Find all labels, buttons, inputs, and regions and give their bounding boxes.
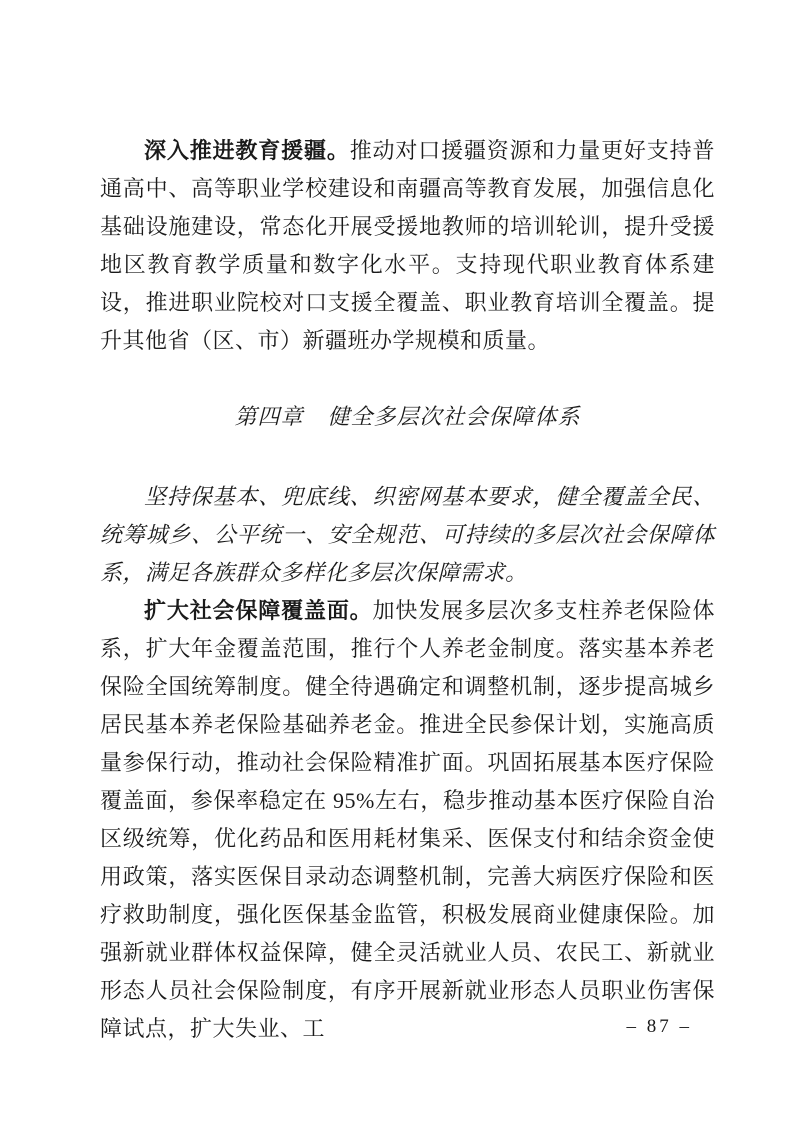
chapter-intro-paragraph	[100, 478, 715, 592]
chapter-title: 健全多层次社会保障体系	[327, 404, 581, 429]
chapter-number: 第四章	[234, 404, 304, 429]
paragraph-lead-social-security: 扩大社会保障覆盖面。	[144, 598, 373, 623]
paragraph-text-social-security: 加快发展多层次多支柱养老保险体系，扩大年金覆盖范围，推行个人养老金制度。落实基本养老保险全国统筹制度。健全待遇确定和调整机制，逐步提高城乡居民基本养老保险基础养老金。推进全民参保计划，实施高质量参保行动，推动社会保险精准扩面。巩固拓展基本医疗保险覆盖面，参保率稳定在 95%左右，稳步推动基本医疗保险自治区级统筹，优化药品和医用耗材集采、医保支付和结余资金使用政策，落实医保目录动态调整机制，完善大病医疗保险和医疗救助制度，强化医保基金监管，积极发展商业健康保险。加强新就业群体权益保障，健全灵活就业人员、农民工、新就业形态人员社会保险制度，有序开展新就业形态人员职业伤害保障试点，扩大失业、工	[100, 598, 715, 1041]
paragraph-text-education-aid: 推动对口援疆资源和力量更好支持普通高中、高等职业学校建设和南疆高等教育发展，加强信息化基础设施建设，常态化开展受援地教师的培训轮训，提升受援地区教育教学质量和数字化水平。支持现代职业教育体系建设，推进职业院校对口支援全覆盖、职业教育培训全覆盖。提升其他省（区、市）新疆班办学规模和质量。	[100, 138, 715, 353]
body-paragraph-social-security	[100, 592, 715, 1048]
body-paragraph-education-aid	[100, 132, 715, 360]
page-number: – 87 –	[626, 1016, 692, 1037]
document-content	[100, 132, 715, 1048]
paragraph-text-chapter-intro: 坚持保基本、兜底线、织密网基本要求，健全覆盖全民、统筹城乡、公平统一、安全规范、可持续的多层次社会保障体系，满足各族群众多样化多层次保障需求。	[100, 484, 715, 585]
chapter-heading	[100, 398, 715, 436]
paragraph-lead-education-aid: 深入推进教育援疆。	[144, 138, 350, 163]
